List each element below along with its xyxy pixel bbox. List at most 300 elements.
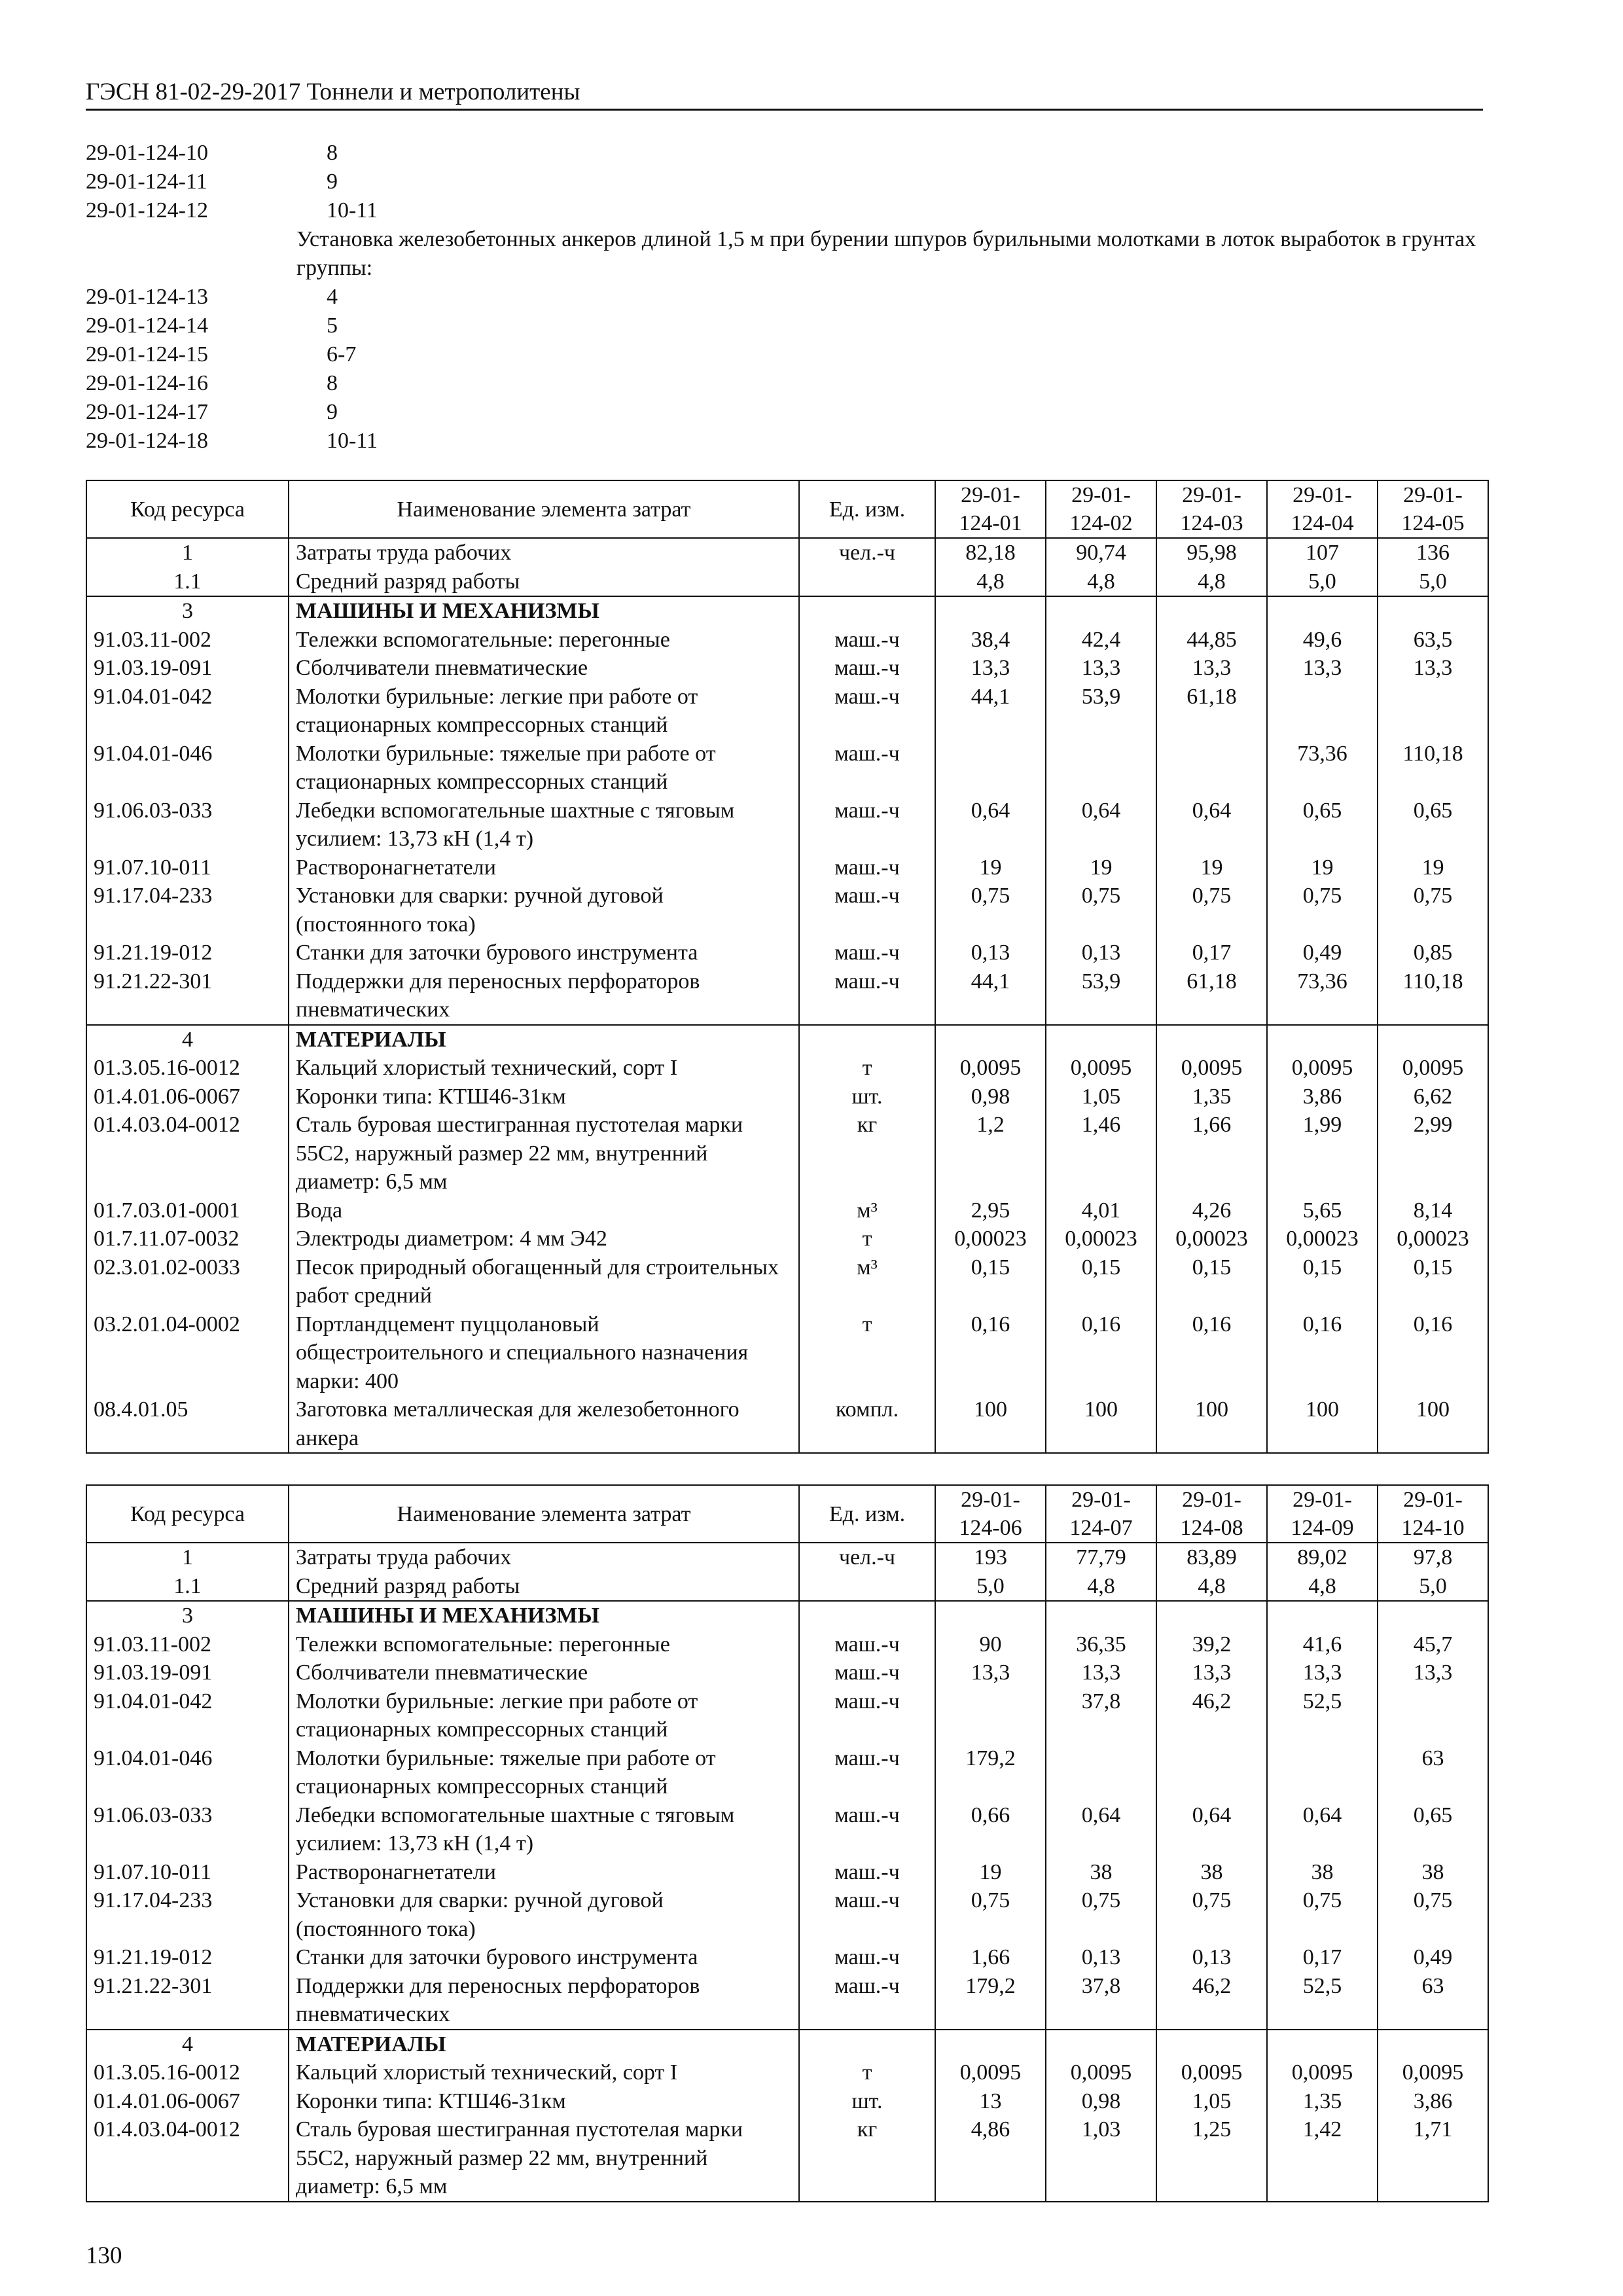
resource-value: 63: [1378, 1972, 1488, 2030]
resource-unit: маш.-ч: [799, 1801, 935, 1858]
resource-code: 01.4.03.04-0012: [86, 1111, 289, 1196]
resource-code: 08.4.01.05: [86, 1395, 289, 1453]
table-row: [86, 1972, 1488, 2030]
resource-unit: маш.-ч: [799, 1972, 935, 2030]
table-row: [86, 853, 1488, 882]
resource-value: 6,62: [1378, 1083, 1488, 1111]
resource-name: Электроды диаметром: 4 мм Э42: [289, 1225, 799, 1253]
resource-unit: кг: [799, 2115, 935, 2202]
resource-value: 0,0095: [935, 2058, 1046, 2087]
resource-name: Тележки вспомогательные: перегонные: [289, 1630, 799, 1659]
resource-name: Молотки бурильные: легкие при работе от стационарных компрессорных станций: [289, 1687, 799, 1744]
resource-value: 0,49: [1378, 1943, 1488, 1972]
resource-value: 36,35: [1046, 1630, 1156, 1659]
resource-value: 1,46: [1046, 1111, 1156, 1196]
resource-value: 90,74: [1046, 538, 1156, 567]
resource-unit: м³: [799, 1196, 935, 1225]
table-row: [86, 1858, 1488, 1887]
resource-code: 01.7.11.07-0032: [86, 1225, 289, 1253]
resource-code: 01.7.03.01-0001: [86, 1196, 289, 1225]
intro-row: [86, 168, 1483, 196]
resource-value: 13,3: [1267, 1659, 1378, 1687]
resource-value: 38,4: [935, 626, 1046, 655]
resource-value: 1,35: [1156, 1083, 1267, 1111]
resource-code: 91.03.11-002: [86, 626, 289, 655]
resource-value: 13,3: [1046, 654, 1156, 683]
resource-value: [1156, 1025, 1267, 1054]
resource-value: 46,2: [1156, 1687, 1267, 1744]
resource-value: 0,15: [1267, 1253, 1378, 1310]
resource-code: 91.17.04-233: [86, 882, 289, 939]
resource-value: 179,2: [935, 1744, 1046, 1801]
resource-code: 91.21.19-012: [86, 1943, 289, 1972]
resource-value: 110,18: [1378, 740, 1488, 797]
resource-value: 107: [1267, 538, 1378, 567]
resource-unit: т: [799, 1225, 935, 1253]
resource-value: [1267, 1601, 1378, 1630]
resource-value: 0,0095: [1046, 1054, 1156, 1083]
resource-value: [1267, 1025, 1378, 1054]
resource-unit: маш.-ч: [799, 683, 935, 740]
resource-value: [935, 596, 1046, 626]
resource-value: 1,66: [935, 1943, 1046, 1972]
resource-value: 95,98: [1156, 538, 1267, 567]
resource-value: [1378, 2030, 1488, 2059]
resource-value: 0,16: [1046, 1310, 1156, 1396]
intro-value: 10-11: [327, 198, 378, 223]
resource-value: [1378, 683, 1488, 740]
resource-value: 19: [1378, 853, 1488, 882]
table-row: [86, 2087, 1488, 2116]
resource-value: 1,99: [1267, 1111, 1378, 1196]
resource-code: 91.03.11-002: [86, 1630, 289, 1659]
table-row: [86, 1196, 1488, 1225]
resource-name: Станки для заточки бурового инструмента: [289, 1943, 799, 1972]
resource-code: 4: [86, 1025, 289, 1054]
header-unit: Ед. изм.: [799, 1485, 935, 1543]
header-norm-code: 29-01- 124-05: [1378, 480, 1488, 538]
resource-code: 01.4.03.04-0012: [86, 2115, 289, 2202]
resource-value: 89,02: [1267, 1543, 1378, 1572]
resource-value: 19: [935, 1858, 1046, 1887]
resource-value: [1267, 683, 1378, 740]
table-body: [86, 538, 1488, 1453]
resource-value: 0,15: [935, 1253, 1046, 1310]
resource-code: 91.21.22-301: [86, 1972, 289, 2030]
resource-code: 91.03.19-091: [86, 1659, 289, 1687]
resource-value: 0,0095: [1156, 1054, 1267, 1083]
resource-value: 4,8: [1267, 1572, 1378, 1602]
resource-value: 1,35: [1267, 2087, 1378, 2116]
intro-value: 8: [327, 141, 338, 165]
resource-unit: кг: [799, 1111, 935, 1196]
resource-unit: [799, 1572, 935, 1602]
resource-unit: [799, 596, 935, 626]
resource-value: 5,0: [1378, 567, 1488, 597]
resource-value: 0,16: [935, 1310, 1046, 1396]
intro-code: 29-01-124-11: [86, 170, 207, 194]
header-code: Код ресурса: [86, 1485, 289, 1543]
resource-value: 0,75: [1378, 1886, 1488, 1943]
resource-value: 38: [1046, 1858, 1156, 1887]
resource-value: 19: [1267, 853, 1378, 882]
table-row: [86, 683, 1488, 740]
resource-value: 0,49: [1267, 939, 1378, 967]
resource-value: [935, 2030, 1046, 2059]
resource-name: Тележки вспомогательные: перегонные: [289, 626, 799, 655]
resource-value: 46,2: [1156, 1972, 1267, 2030]
resource-value: 0,64: [1156, 797, 1267, 853]
table-row: [86, 654, 1488, 683]
resource-value: 13,3: [935, 1659, 1046, 1687]
resource-value: 97,8: [1378, 1543, 1488, 1572]
resource-value: 1,25: [1156, 2115, 1267, 2202]
resource-value: [1378, 1025, 1488, 1054]
resource-value: 4,8: [1046, 1572, 1156, 1602]
table-row: [86, 1687, 1488, 1744]
resource-name: МАШИНЫ И МЕХАНИЗМЫ: [289, 1601, 799, 1630]
resource-value: 0,75: [1267, 882, 1378, 939]
resource-value: [1046, 740, 1156, 797]
resource-value: 0,65: [1378, 1801, 1488, 1858]
table-header-row: [86, 480, 1488, 538]
resource-value: [1046, 1601, 1156, 1630]
intro-row: [86, 283, 1483, 312]
resource-code: 91.03.19-091: [86, 654, 289, 683]
resource-value: 19: [1046, 853, 1156, 882]
resource-value: 5,65: [1267, 1196, 1378, 1225]
resource-value: 37,8: [1046, 1687, 1156, 1744]
resource-value: [1267, 1744, 1378, 1801]
resource-value: 0,0095: [1046, 2058, 1156, 2087]
resource-value: 41,6: [1267, 1630, 1378, 1659]
resource-value: 2,95: [935, 1196, 1046, 1225]
intro-row: [86, 139, 1483, 168]
resource-value: [1378, 1601, 1488, 1630]
intro-value: 8: [327, 371, 338, 395]
resource-value: 0,13: [935, 939, 1046, 967]
resource-name: Молотки бурильные: тяжелые при работе от стационарных компрессорных станций: [289, 740, 799, 797]
resource-value: [1378, 596, 1488, 626]
resource-name: Сталь буровая шестигранная пустотелая марки 55С2, наружный размер 22 мм, внутренний диаметр: 6,5 мм: [289, 1111, 799, 1196]
resource-name: Коронки типа: КТШ46-31км: [289, 2087, 799, 2116]
resource-unit: маш.-ч: [799, 740, 935, 797]
table-section-row: [86, 2030, 1488, 2059]
page-header: ГЭСН 81-02-29-2017 Тоннели и метрополитены: [86, 77, 1483, 111]
table-row: [86, 939, 1488, 967]
intro-value: 9: [327, 170, 338, 194]
resource-unit: [799, 2030, 935, 2059]
intro-code: 29-01-124-15: [86, 342, 208, 367]
header-name: Наименование элемента затрат: [289, 1485, 799, 1543]
table-row: [86, 1659, 1488, 1687]
intro-value: 10-11: [327, 429, 378, 453]
resource-value: 0,75: [1267, 1886, 1378, 1943]
resource-value: [935, 740, 1046, 797]
table-row: [86, 1395, 1488, 1453]
table-section-row: [86, 1543, 1488, 1572]
resource-code: 91.04.01-042: [86, 1687, 289, 1744]
resource-value: 3,86: [1267, 1083, 1378, 1111]
table-section-row: [86, 1601, 1488, 1630]
table-row: [86, 1630, 1488, 1659]
resource-value: 90: [935, 1630, 1046, 1659]
resource-name: Затраты труда рабочих: [289, 1543, 799, 1572]
resource-value: 13,3: [1156, 1659, 1267, 1687]
resource-value: 13,3: [1046, 1659, 1156, 1687]
resource-unit: маш.-ч: [799, 1858, 935, 1887]
resource-unit: маш.-ч: [799, 1744, 935, 1801]
resource-value: 0,66: [935, 1801, 1046, 1858]
resource-name: Песок природный обогащенный для строительных работ средний: [289, 1253, 799, 1310]
resource-value: 61,18: [1156, 967, 1267, 1025]
resource-code: 91.06.03-033: [86, 1801, 289, 1858]
resource-unit: маш.-ч: [799, 882, 935, 939]
resource-value: 0,75: [1378, 882, 1488, 939]
resource-name: Лебедки вспомогательные шахтные с тяговым усилием: 13,73 кН (1,4 т): [289, 1801, 799, 1858]
resource-value: 53,9: [1046, 967, 1156, 1025]
resource-value: 0,15: [1156, 1253, 1267, 1310]
resource-value: 0,75: [1046, 1886, 1156, 1943]
resource-table-2: [86, 1484, 1489, 2202]
resource-unit: чел.-ч: [799, 1543, 935, 1572]
resource-value: 53,9: [1046, 683, 1156, 740]
resource-value: 5,0: [935, 1572, 1046, 1602]
resource-code: 91.21.19-012: [86, 939, 289, 967]
resource-unit: маш.-ч: [799, 654, 935, 683]
resource-unit: чел.-ч: [799, 538, 935, 567]
resource-code: 1.1: [86, 1572, 289, 1602]
resource-code: 3: [86, 596, 289, 626]
resource-name: Сболчиватели пневматические: [289, 654, 799, 683]
table-row: [86, 1572, 1488, 1602]
table-row: [86, 1225, 1488, 1253]
resource-table-1: [86, 480, 1489, 1454]
resource-value: 4,8: [1156, 567, 1267, 597]
table-row: [86, 1054, 1488, 1083]
resource-code: 3: [86, 1601, 289, 1630]
resource-unit: маш.-ч: [799, 1630, 935, 1659]
resource-value: 0,64: [1046, 797, 1156, 853]
resource-value: 100: [935, 1395, 1046, 1453]
intro-list: [86, 139, 1483, 456]
table-row: [86, 2115, 1488, 2202]
resource-value: 0,0095: [1267, 2058, 1378, 2087]
resource-unit: т: [799, 2058, 935, 2087]
resource-value: 0,0095: [935, 1054, 1046, 1083]
resource-name: Поддержки для переносных перфораторов пневматических: [289, 967, 799, 1025]
table-row: [86, 567, 1488, 597]
resource-value: 0,75: [935, 882, 1046, 939]
intro-code: 29-01-124-14: [86, 314, 208, 338]
resource-code: 1: [86, 538, 289, 567]
resource-name: МАТЕРИАЛЫ: [289, 2030, 799, 2059]
resource-value: 4,8: [935, 567, 1046, 597]
table-row: [86, 797, 1488, 853]
resource-value: [1378, 1687, 1488, 1744]
resource-name: Молотки бурильные: тяжелые при работе от стационарных компрессорных станций: [289, 1744, 799, 1801]
resource-unit: шт.: [799, 2087, 935, 2116]
resource-value: 0,64: [1046, 1801, 1156, 1858]
resource-unit: т: [799, 1054, 935, 1083]
intro-row: [86, 312, 1483, 340]
resource-value: 5,0: [1267, 567, 1378, 597]
resource-value: 0,00023: [1156, 1225, 1267, 1253]
table-row: [86, 740, 1488, 797]
resource-value: [1156, 740, 1267, 797]
resource-value: 0,16: [1267, 1310, 1378, 1396]
resource-code: 01.3.05.16-0012: [86, 2058, 289, 2087]
resource-value: 38: [1267, 1858, 1378, 1887]
resource-value: 1,05: [1156, 2087, 1267, 2116]
resource-value: 4,01: [1046, 1196, 1156, 1225]
resource-value: 0,13: [1046, 1943, 1156, 1972]
intro-code: 29-01-124-10: [86, 141, 208, 165]
resource-value: 0,65: [1267, 797, 1378, 853]
table-row: [86, 1310, 1488, 1396]
intro-code: 29-01-124-17: [86, 400, 208, 424]
resource-unit: маш.-ч: [799, 1659, 935, 1687]
resource-value: 0,75: [1046, 882, 1156, 939]
intro-row: [86, 427, 1483, 456]
intro-value: 9: [327, 400, 338, 424]
header-norm-code: 29-01- 124-03: [1156, 480, 1267, 538]
intro-code: 29-01-124-18: [86, 429, 208, 453]
resource-value: 61,18: [1156, 683, 1267, 740]
resource-value: 13,3: [1267, 654, 1378, 683]
resource-value: 2,99: [1378, 1111, 1488, 1196]
resource-unit: маш.-ч: [799, 626, 935, 655]
resource-value: 63: [1378, 1744, 1488, 1801]
resource-value: 0,13: [1046, 939, 1156, 967]
resource-value: 1,66: [1156, 1111, 1267, 1196]
resource-value: 44,1: [935, 967, 1046, 1025]
resource-value: 0,98: [935, 1083, 1046, 1111]
resource-value: 100: [1156, 1395, 1267, 1453]
resource-name: Поддержки для переносных перфораторов пневматических: [289, 1972, 799, 2030]
resource-unit: маш.-ч: [799, 797, 935, 853]
resource-code: 91.06.03-033: [86, 797, 289, 853]
resource-value: 3,86: [1378, 2087, 1488, 2116]
table-row: [86, 1253, 1488, 1310]
resource-value: 1,03: [1046, 2115, 1156, 2202]
resource-name: Установки для сварки: ручной дуговой (постоянного тока): [289, 882, 799, 939]
table-row: [86, 1943, 1488, 1972]
resource-value: 42,4: [1046, 626, 1156, 655]
resource-value: 0,64: [1156, 1801, 1267, 1858]
resource-value: 37,8: [1046, 1972, 1156, 2030]
resource-name: Растворонагнетатели: [289, 853, 799, 882]
resource-name: МАТЕРИАЛЫ: [289, 1025, 799, 1054]
resource-value: 0,17: [1156, 939, 1267, 967]
resource-value: 0,64: [935, 797, 1046, 853]
intro-row: [86, 369, 1483, 398]
resource-value: 0,0095: [1156, 2058, 1267, 2087]
intro-row: [86, 398, 1483, 427]
resource-code: 4: [86, 2030, 289, 2059]
intro-value: 6-7: [327, 342, 357, 367]
resource-value: 1,2: [935, 1111, 1046, 1196]
table-row: [86, 626, 1488, 655]
table-row: [86, 967, 1488, 1025]
resource-value: 13,3: [1156, 654, 1267, 683]
resource-value: 77,79: [1046, 1543, 1156, 1572]
resource-name: Сболчиватели пневматические: [289, 1659, 799, 1687]
resource-unit: маш.-ч: [799, 967, 935, 1025]
resource-value: 38: [1156, 1858, 1267, 1887]
resource-unit: маш.-ч: [799, 1886, 935, 1943]
resource-value: 0,00023: [935, 1225, 1046, 1253]
header-norm-code: 29-01- 124-08: [1156, 1485, 1267, 1543]
resource-value: 13,3: [935, 654, 1046, 683]
resource-name: Средний разряд работы: [289, 567, 799, 597]
resource-value: 0,0095: [1267, 1054, 1378, 1083]
header-norm-code: 29-01- 124-07: [1046, 1485, 1156, 1543]
resource-value: 136: [1378, 538, 1488, 567]
resource-value: [1156, 1601, 1267, 1630]
resource-value: [1046, 1025, 1156, 1054]
resource-value: 4,8: [1156, 1572, 1267, 1602]
resource-name: Станки для заточки бурового инструмента: [289, 939, 799, 967]
resource-value: [1156, 1744, 1267, 1801]
intro-note: Установка железобетонных анкеров длиной 1,5 м при бурении шпуров бурильными молотками в лоток выработок в грунтах группы:: [296, 227, 1476, 280]
resource-unit: т: [799, 1310, 935, 1396]
resource-unit: шт.: [799, 1083, 935, 1111]
resource-name: Вода: [289, 1196, 799, 1225]
resource-value: 0,16: [1378, 1310, 1488, 1396]
resource-value: 0,0095: [1378, 2058, 1488, 2087]
resource-code: 03.2.01.04-0002: [86, 1310, 289, 1396]
resource-unit: маш.-ч: [799, 939, 935, 967]
header-norm-code: 29-01- 124-09: [1267, 1485, 1378, 1543]
resource-unit: [799, 1601, 935, 1630]
resource-value: 193: [935, 1543, 1046, 1572]
resource-value: 0,85: [1378, 939, 1488, 967]
resource-value: [935, 1687, 1046, 1744]
resource-unit: маш.-ч: [799, 853, 935, 882]
resource-value: 39,2: [1156, 1630, 1267, 1659]
resource-code: 91.04.01-042: [86, 683, 289, 740]
resource-unit: м³: [799, 1253, 935, 1310]
resource-value: 83,89: [1156, 1543, 1267, 1572]
resource-code: 91.17.04-233: [86, 1886, 289, 1943]
resource-name: Кальций хлористый технический, сорт I: [289, 1054, 799, 1083]
resource-code: 02.3.01.02-0033: [86, 1253, 289, 1310]
resource-unit: маш.-ч: [799, 1943, 935, 1972]
resource-value: [1046, 596, 1156, 626]
resource-value: 0,13: [1156, 1943, 1267, 1972]
resource-value: 0,17: [1267, 1943, 1378, 1972]
table-row: [86, 2058, 1488, 2087]
resource-value: 45,7: [1378, 1630, 1488, 1659]
resource-code: 01.4.01.06-0067: [86, 2087, 289, 2116]
resource-name: Растворонагнетатели: [289, 1858, 799, 1887]
intro-code: 29-01-124-16: [86, 371, 208, 395]
intro-row: [86, 196, 1483, 225]
resource-value: 0,98: [1046, 2087, 1156, 2116]
resource-value: 73,36: [1267, 967, 1378, 1025]
resource-value: [1046, 2030, 1156, 2059]
resource-name: Заготовка металлическая для железобетонного анкера: [289, 1395, 799, 1453]
resource-name: Лебедки вспомогательные шахтные с тяговым усилием: 13,73 кН (1,4 т): [289, 797, 799, 853]
resource-name: Коронки типа: КТШ46-31км: [289, 1083, 799, 1111]
resource-value: 0,64: [1267, 1801, 1378, 1858]
resource-value: 1,05: [1046, 1083, 1156, 1111]
intro-value: 5: [327, 314, 338, 338]
resource-name: Сталь буровая шестигранная пустотелая марки 55С2, наружный размер 22 мм, внутренний диаметр: 6,5 мм: [289, 2115, 799, 2202]
resource-name: Затраты труда рабочих: [289, 538, 799, 567]
resource-value: 82,18: [935, 538, 1046, 567]
